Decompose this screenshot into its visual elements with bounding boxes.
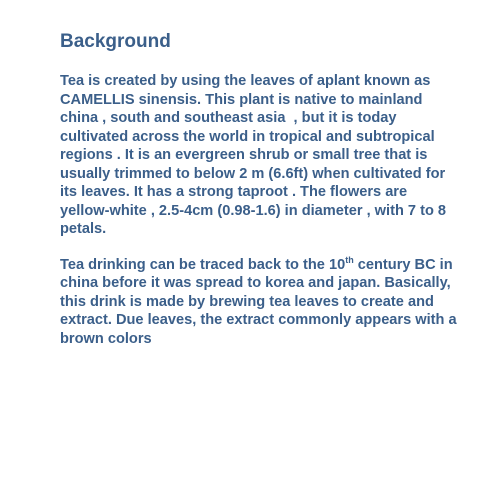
section-heading: Background	[60, 31, 171, 52]
paragraph-tea-history	[60, 256, 460, 349]
paragraph-tea-history-start: Tea drinking can be traced back to the 10	[60, 256, 346, 273]
paragraph-tea-history-rest: century BC in china before it was spread to korea and japan. Basically, this drink is made by brewing tea leaves to create and extract. Due leaves, the extract commonly appears with a brown colors	[60, 256, 461, 347]
ordinal-superscript: th	[345, 254, 354, 265]
document-page	[60, 30, 460, 348]
paragraph-tea-origin: Tea is created by using the leaves of aplant known as CAMELLIS sinensis. This plant is native to mainland china , south and southeast asia , but it is today cultivated across the world in tropical and subtropical regions . It is an evergreen shrub or small tree that is usually trimmed to below 2 m (6.6ft) when cultivated for its leaves. It has a strong taproot . The flowers are yellow-white , 2.5-4cm (0.98-1.6) in diameter , with 7 to 8 petals.	[60, 73, 451, 237]
